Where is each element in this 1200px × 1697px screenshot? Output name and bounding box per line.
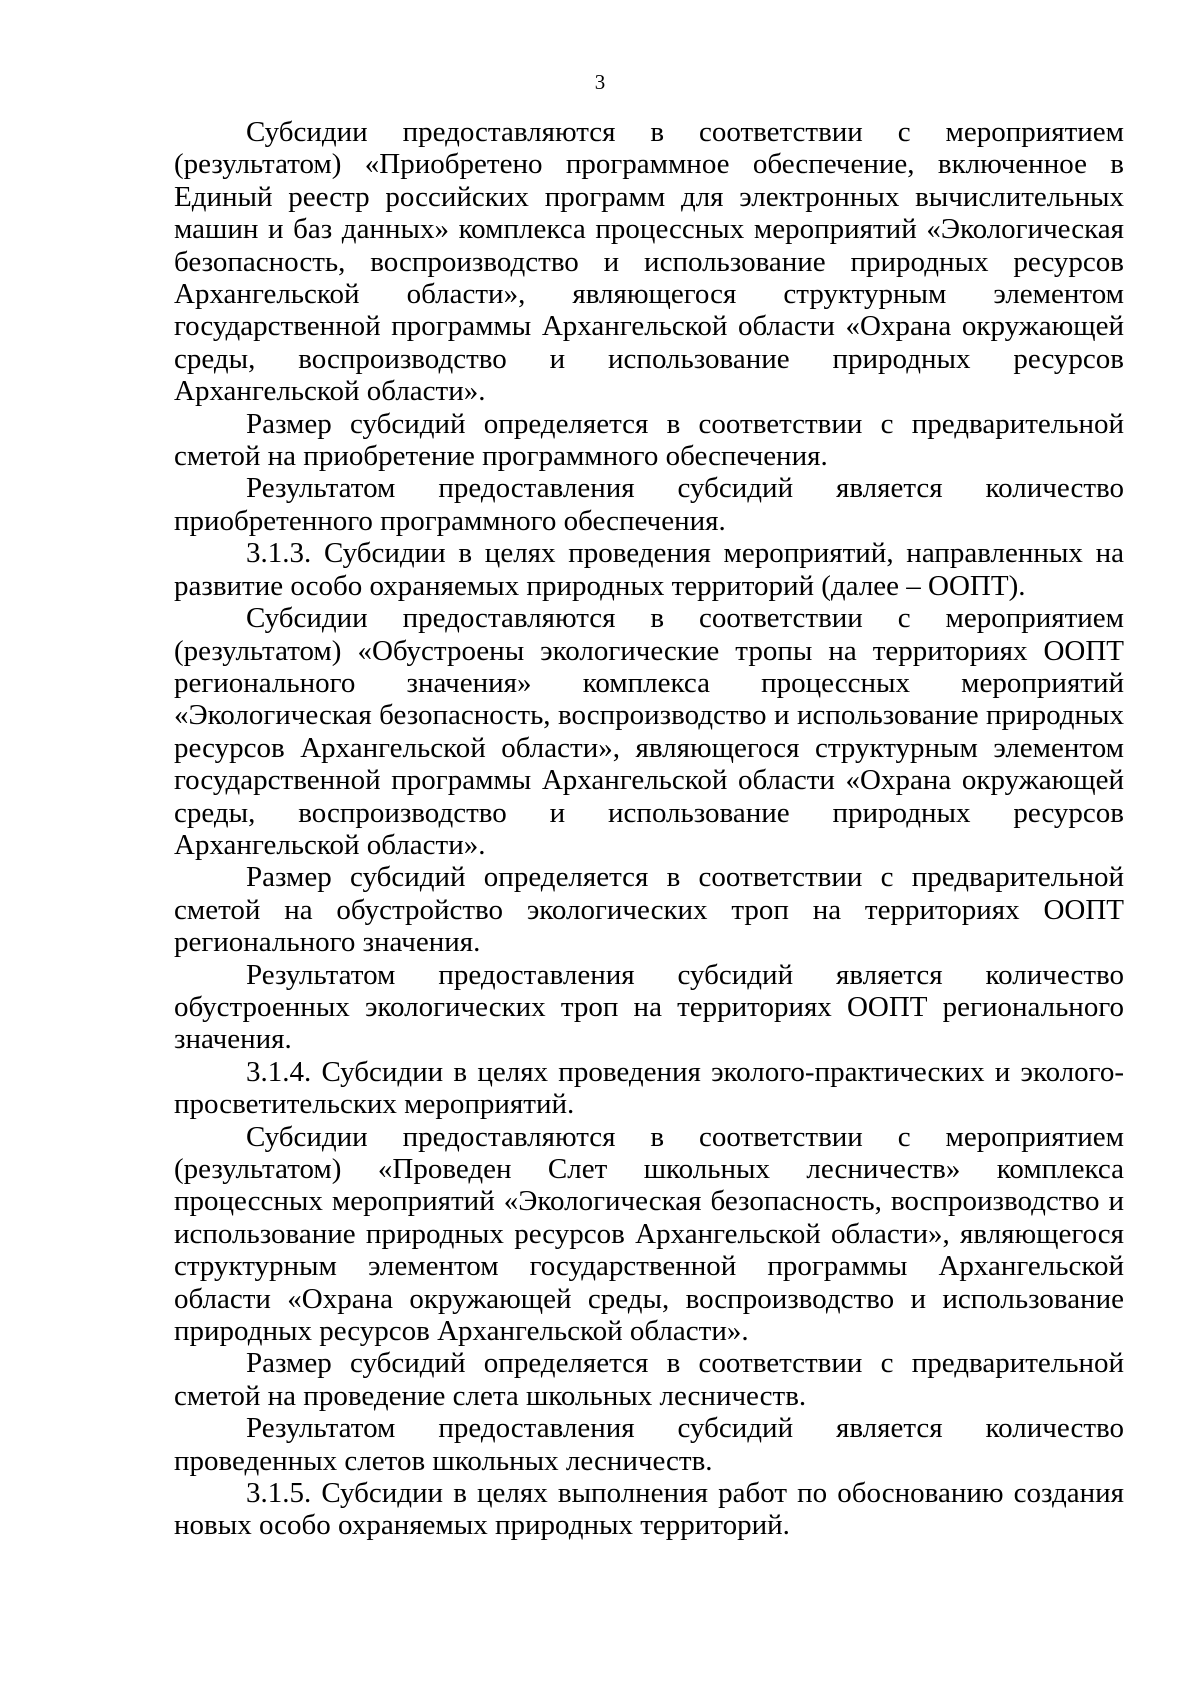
- paragraph-software-subsidy-size: Размер субсидий определяется в соответствии с предварительной сметой на приобретение программного обеспечения.: [174, 407, 1124, 473]
- page-number: 3: [594, 70, 606, 94]
- paragraph-forestry-rally-subsidy-result: Результатом предоставления субсидий является количество проведенных слетов школьных лесничеств.: [174, 1412, 1124, 1477]
- paragraph-software-subsidy-result: Результатом предоставления субсидий является количество приобретенного программного обеспечения.: [174, 472, 1124, 537]
- paragraph-subsidies-eco-trails-event: Субсидии предоставляются в соответствии с мероприятием (результатом) «Обустроены экологические тропы на территориях ООПТ регионального значения» комплекса процессных мероприятий «Экологическая безопасность, воспроизводство и использование природных ресурсов Архангельской области», являющегося структурным элементом государственной программы Архангельской области «Охрана окружающей среды, воспроизводство и использование природных ресурсов Архангельской области».: [174, 602, 1124, 861]
- paragraph-eco-trails-subsidy-result: Результатом предоставления субсидий является количество обустроенных экологических троп на территориях ООПТ регионального значения.: [174, 958, 1124, 1056]
- paragraph-eco-trails-subsidy-size: Размер субсидий определяется в соответствии с предварительной сметой на обустройство экологических троп на территориях ООПТ регионального значения.: [174, 861, 1124, 959]
- paragraph-subsidies-forestry-rally-event: Субсидии предоставляются в соответствии с мероприятием (результатом) «Проведен Слет школьных лесничеств» комплекса процессных мероприятий «Экологическая безопасность, воспроизводство и использование природных ресурсов Архангельской области», являющегося структурным элементом государственной программы Архангельской области «Охрана окружающей среды, воспроизводство и использование природных ресурсов Архангельской области».: [174, 1120, 1124, 1348]
- paragraph-forestry-rally-subsidy-size: Размер субсидий определяется в соответствии с предварительной сметой на проведение слета школьных лесничеств.: [174, 1347, 1124, 1412]
- paragraph-clause-3-1-5: 3.1.5. Субсидии в целях выполнения работ по обоснованию создания новых особо охраняемых природных территорий.: [174, 1477, 1124, 1542]
- document-body: [174, 116, 1124, 1542]
- paragraph-clause-3-1-3: 3.1.3. Субсидии в целях проведения мероприятий, направленных на развитие особо охраняемых природных территорий (далее – ООПТ).: [174, 537, 1124, 602]
- paragraph-subsidies-software-event: Субсидии предоставляются в соответствии с мероприятием (результатом) «Приобретено программное обеспечение, включенное в Единый реестр российских программ для электронных вычислительных машин и баз данных» комплекса процессных мероприятий «Экологическая безопасность, воспроизводство и использование природных ресурсов Архангельской области», являющегося структурным элементом государственной программы Архангельской области «Охрана окружающей среды, воспроизводство и использование природных ресурсов Архангельской области».: [174, 116, 1124, 408]
- paragraph-clause-3-1-4: 3.1.4. Субсидии в целях проведения эколого-практических и эколого-просветительских мероприятий.: [174, 1055, 1124, 1121]
